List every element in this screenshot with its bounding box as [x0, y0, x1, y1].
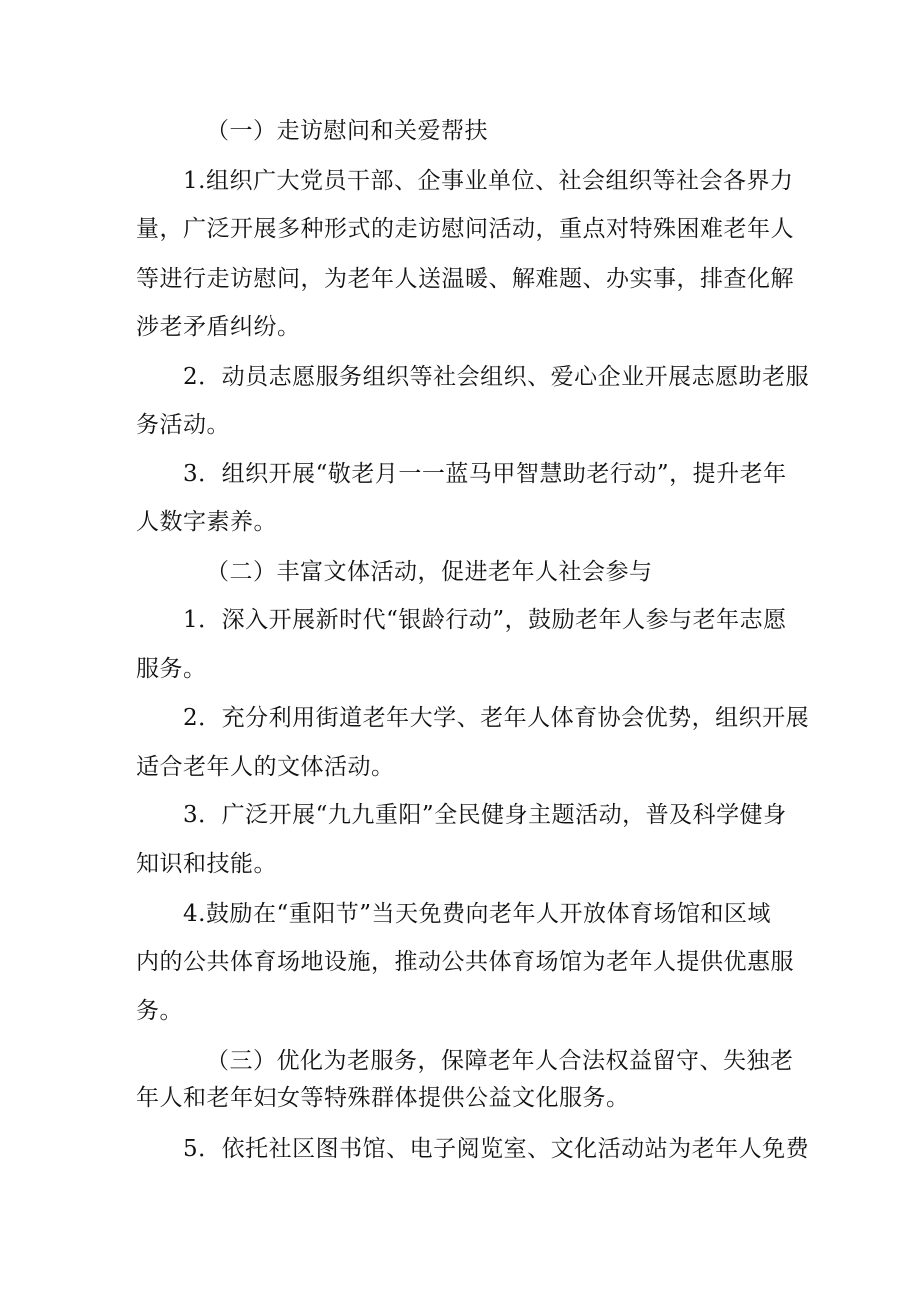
section2-item3-line1: 3．广泛开展“九九重阳”全民健身主题活动，普及科学健身 [183, 802, 787, 828]
section1-item3-line1: 3．组织开展“敬老月一一蓝马甲智慧助老行动”，提升老年 [183, 461, 787, 487]
section1-item1-line3: 等进行走访慰问，为老年人送温暖、解难题、办实事，排查化解 [136, 266, 794, 292]
section1-heading: （一）走访慰问和关爱帮扶 [206, 118, 488, 144]
section1-item2-line2: 务活动。 [136, 412, 230, 438]
section3-heading-line1: （三）优化为老服务，保障老年人合法权益留守、失独老 [206, 1048, 794, 1074]
section2-heading: （二）丰富文体活动，促进老年人社会参与 [206, 559, 653, 585]
section2-item1-line1: 1．深入开展新时代“银龄行动”，鼓励老年人参与老年志愿 [183, 607, 787, 633]
section2-item2-line2: 适合老年人的文体活动。 [136, 754, 395, 780]
section1-item1-line1: 1.组织广大党员干部、企事业单位、社会组织等社会各界力 [183, 168, 794, 194]
section2-item1-line2: 服务。 [136, 656, 207, 682]
section1-item1-line4: 涉老矛盾纠纷。 [136, 314, 301, 340]
section3-item5-line1: 5．依托社区图书馆、电子阅览室、文化活动站为老年人免费 [183, 1136, 810, 1162]
section2-item4-line1: 4.鼓励在“重阳节”当天免费向老年人开放体育场馆和区域 [183, 901, 771, 927]
section2-item3-line2: 知识和技能。 [136, 851, 277, 877]
section1-item2-line1: 2．动员志愿服务组织等社会组织、爱心企业开展志愿助老服 [183, 364, 810, 390]
section2-item2-line1: 2．充分利用街道老年大学、老年人体育协会优势，组织开展 [183, 705, 810, 731]
section3-heading-line2: 年人和老年妇女等特殊群体提供公益文化服务。 [136, 1085, 630, 1111]
section1-item3-line2: 人数字素养。 [136, 509, 277, 535]
section1-item1-line2: 量，广泛开展多种形式的走访慰问活动，重点对特殊困难老年人 [136, 216, 794, 242]
section2-item4-line3: 务。 [136, 998, 183, 1024]
section2-item4-line2: 内的公共体育场地设施，推动公共体育场馆为老年人提供优惠服 [136, 949, 794, 975]
